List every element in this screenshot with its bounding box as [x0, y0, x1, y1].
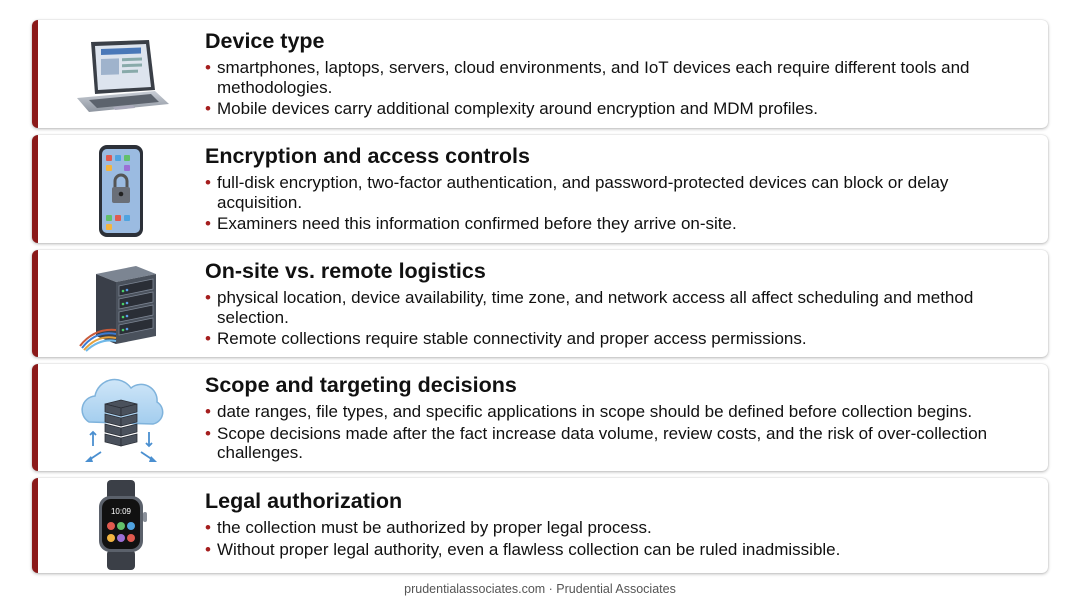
card-content — [205, 488, 1036, 561]
bullet-item: • physical location, device availability, time zone, and network access all affect scheduling and method selection. — [205, 288, 1036, 327]
laptop-icon — [66, 26, 176, 126]
card-content — [205, 143, 1036, 236]
card-title: Scope and targeting decisions — [205, 373, 517, 397]
card-logistics — [32, 250, 1048, 357]
footer-text: prudentialassociates.com · Prudential Associates — [404, 582, 676, 596]
bullet-item: • the collection must be authorized by proper legal process. — [205, 518, 1036, 538]
card-device-type — [32, 20, 1048, 128]
bullet-item: • date ranges, file types, and specific applications in scope should be defined before collection begins. — [205, 402, 1036, 422]
bullet-item: • Mobile devices carry additional complexity around encryption and MDM profiles. — [205, 99, 1036, 119]
bullet-item: • Scope decisions made after the fact increase data volume, review costs, and the risk of over-collection challenges. — [205, 424, 1036, 463]
watch-time: 10:09 — [110, 507, 132, 516]
card-content — [205, 258, 1036, 351]
bullet-item: • Without proper legal authority, even a flawless collection can be ruled inadmissible. — [205, 540, 1036, 560]
locked-smartphone-icon — [66, 141, 176, 241]
smartwatch-icon — [66, 480, 176, 570]
card-content — [205, 372, 1036, 465]
card-title: On-site vs. remote logistics — [205, 259, 486, 283]
bullet-list — [205, 402, 1036, 463]
card-content — [205, 28, 1036, 121]
bullet-list — [205, 288, 1036, 349]
card-legal — [32, 478, 1048, 573]
bullet-list — [205, 58, 1036, 119]
card-title: Legal authorization — [205, 489, 403, 513]
bullet-item: • Remote collections require stable connectivity and proper access permissions. — [205, 329, 1036, 349]
card-title: Encryption and access controls — [205, 144, 530, 168]
card-encryption — [32, 135, 1048, 243]
cloud-server-icon — [66, 370, 176, 470]
card-scope — [32, 364, 1048, 471]
bullet-item: • full-disk encryption, two-factor authentication, and password-protected devices can block or delay acquisition. — [205, 173, 1036, 212]
bullet-list — [205, 518, 1036, 559]
server-rack-icon — [66, 256, 176, 356]
bullet-list — [205, 173, 1036, 234]
bullet-item: • Examiners need this information confirmed before they arrive on-site. — [205, 214, 1036, 234]
bullet-item: • smartphones, laptops, servers, cloud environments, and IoT devices each require different tools and methodologies. — [205, 58, 1036, 97]
card-title: Device type — [205, 29, 325, 53]
